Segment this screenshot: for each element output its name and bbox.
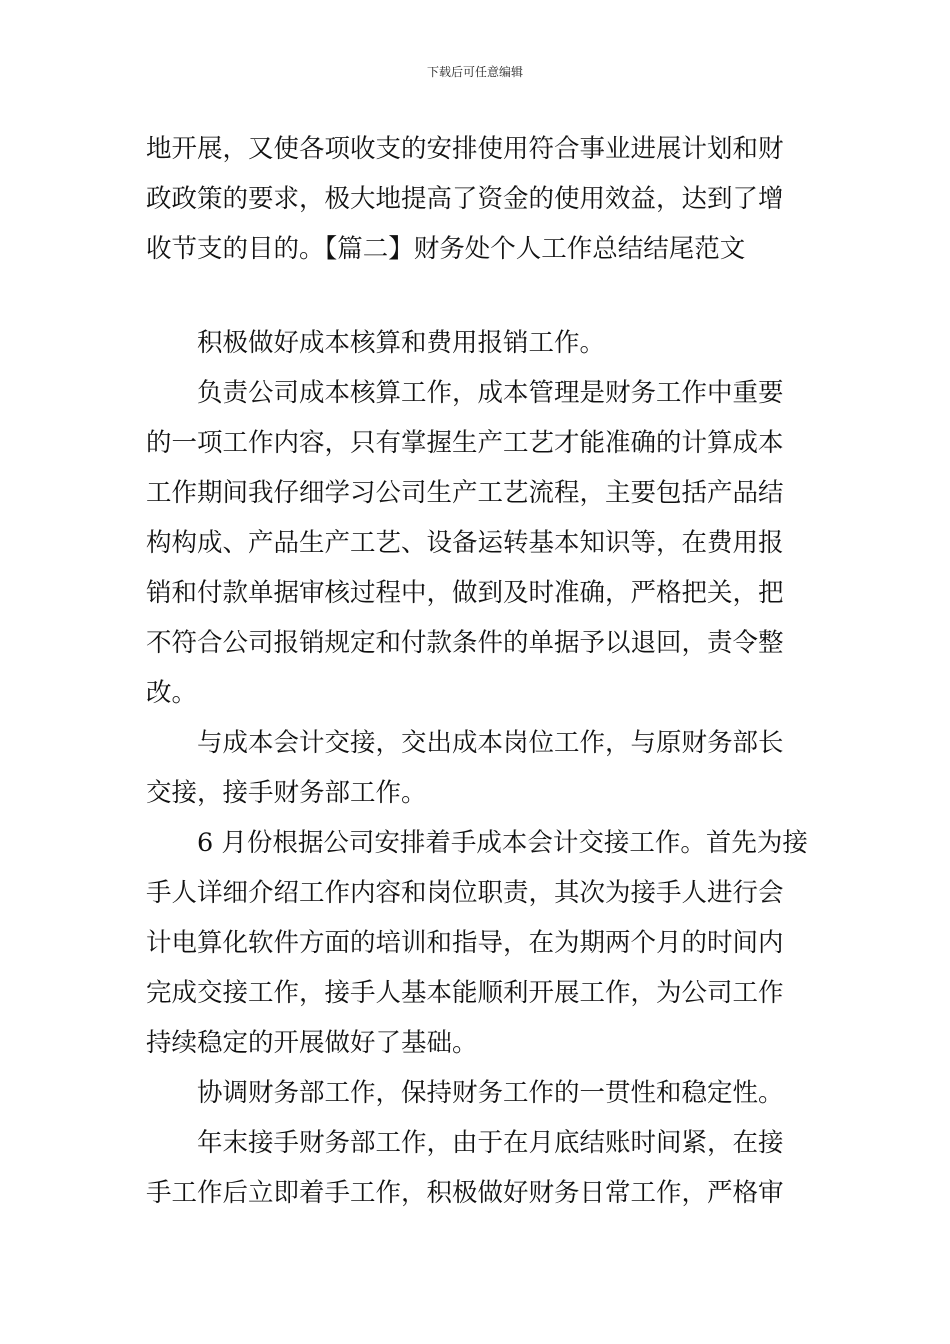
text-line: 构构成、产品生产工艺、设备运转基本知识等，在费用报 bbox=[146, 528, 784, 558]
text-line: 持续稳定的开展做好了基础。 bbox=[146, 1028, 478, 1058]
text-line: 交接，接手财务部工作。 bbox=[146, 778, 427, 808]
paragraph-gap bbox=[146, 274, 806, 318]
document-body bbox=[146, 124, 806, 1218]
text-line: 手工作后立即着手工作，积极做好财务日常工作，严格审 bbox=[146, 1178, 784, 1208]
page-header: 下载后可任意编辑 bbox=[426, 65, 523, 79]
text-line: 不符合公司报销规定和付款条件的单据予以退回，责令整 bbox=[146, 628, 784, 658]
text-line: 6 月份根据公司安排着手成本会计交接工作。首先为接 bbox=[197, 828, 808, 858]
text-line: 年末接手财务部工作，由于在月底结账时间紧，在接 bbox=[197, 1128, 784, 1158]
text-line: 政政策的要求，极大地提高了资金的使用效益，达到了增 bbox=[146, 184, 784, 214]
text-line: 销和付款单据审核过程中，做到及时准确，严格把关，把 bbox=[146, 578, 784, 608]
text-line: 负责公司成本核算工作，成本管理是财务工作中重要 bbox=[197, 378, 784, 408]
text-line: 改。 bbox=[146, 678, 198, 708]
text-line: 工作期间我仔细学习公司生产工艺流程，主要包括产品结 bbox=[146, 478, 784, 508]
section-heading: 积极做好成本核算和费用报销工作。 bbox=[197, 328, 606, 358]
text-line: 手人详细介绍工作内容和岗位职责，其次为接手人进行会 bbox=[146, 878, 784, 908]
text-line: 完成交接工作，接手人基本能顺利开展工作，为公司工作 bbox=[146, 978, 784, 1008]
text-line: 的一项工作内容，只有掌握生产工艺才能准确的计算成本 bbox=[146, 428, 784, 458]
text-line: 收节支的目的。【篇二】财务处个人工作总结结尾范文 bbox=[146, 234, 746, 264]
section-heading: 与成本会计交接，交出成本岗位工作，与原财务部长 bbox=[197, 728, 784, 758]
text-line: 计电算化软件方面的培训和指导，在为期两个月的时间内 bbox=[146, 928, 784, 958]
text-line: 地开展，又使各项收支的安排使用符合事业进展计划和财 bbox=[146, 134, 784, 164]
section-heading: 协调财务部工作，保持财务工作的一贯性和稳定性。 bbox=[197, 1078, 784, 1108]
